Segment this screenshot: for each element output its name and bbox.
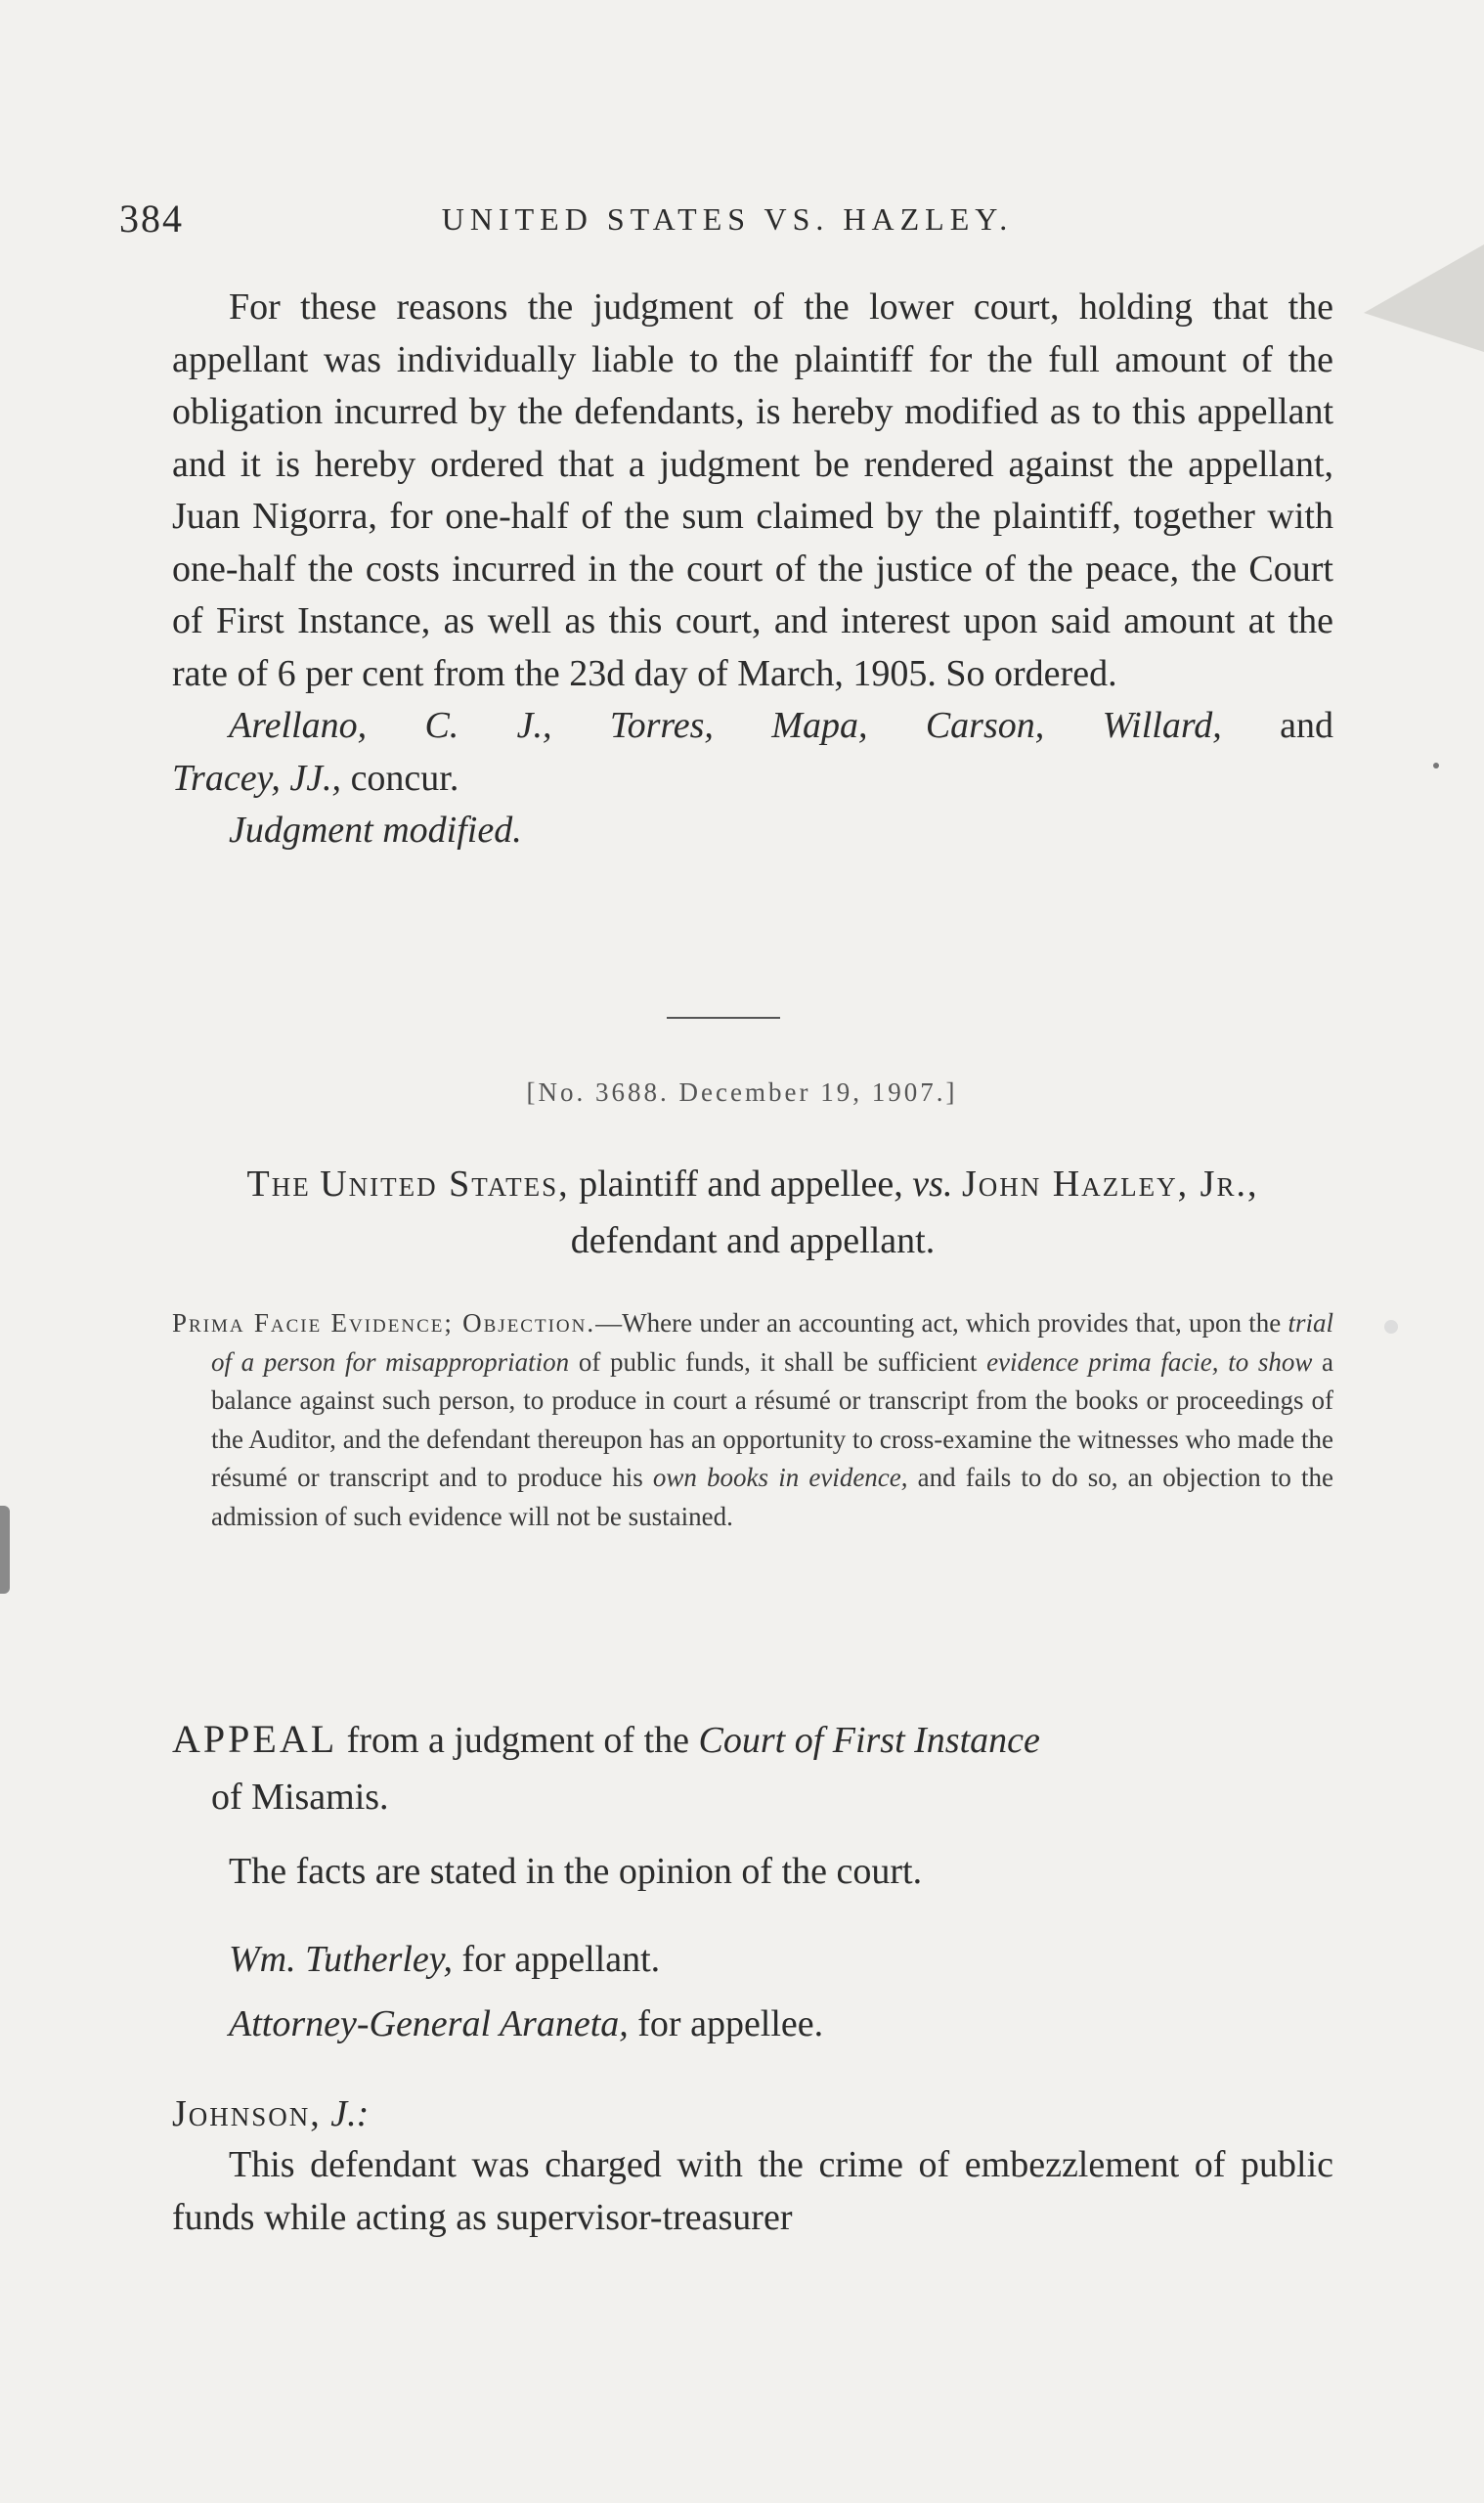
syllabus-text-3: of public funds, it shall be sufficient: [578, 1346, 978, 1377]
counsel-appellant: [229, 1938, 660, 1981]
appeal-statement: [172, 1711, 1333, 1825]
concur-names: Arellano, C. J., Torres, Mapa, Carson, Willard,: [229, 705, 1222, 746]
counsel-appellee: [229, 2002, 823, 2045]
title-vs: vs.: [912, 1164, 953, 1205]
appellant-counsel-name: Wm. Tutherley,: [229, 1939, 454, 1980]
running-head: [119, 196, 1335, 244]
opinion-opening-text: This defendant was charged with the crime of embezzlement of public funds while acting as supervisor-treasurer: [172, 2144, 1333, 2238]
closing-paragraph: For these reasons the judgment of the lower court, holding that the appellant was individually liable to the plaintiff for the full amount of the obligation incurred by the defendants, is hereby modified as to this appellant and it is hereby ordered that a judgment be rendered against the appellant, Juan Nigorra, for one-half of the sum claimed by the plaintiff, together with one-half the costs incurred in the court of the justice of the peace, the Court of First Instance, as well as this court, and interest upon said amount at the rate of 6 per cent from the 23d day of March, 1905. So ordered.: [172, 286, 1333, 694]
title-the: The: [246, 1164, 311, 1205]
appeal-lead: APPEAL: [172, 1717, 338, 1761]
syllabus-text-1: —Where under an accounting act, which provides that, upon the: [595, 1308, 1282, 1338]
syllabus-text-6: own books in evidence,: [652, 1463, 908, 1492]
judge-suffix: J.:: [330, 2093, 370, 2134]
appellant-counsel-role: for appellant.: [461, 1939, 661, 1980]
appeal-text-1: from a judgment of the: [346, 1720, 689, 1761]
appeal-text-2: of Misamis.: [211, 1777, 389, 1818]
opinion-author: [172, 2092, 369, 2135]
syllabus: [172, 1304, 1333, 1536]
concurrence-cont: [172, 753, 1333, 806]
appellee-counsel-name: Attorney-General Araneta,: [229, 2003, 629, 2044]
prior-opinion: [172, 282, 1333, 857]
judge-name: Johnson,: [172, 2093, 322, 2134]
concur-word: concur.: [350, 757, 459, 799]
syllabus-text-5: a balance against such person, to produce in court a résumé or transcript from the books or proceedings of the Auditor, and the defendant thereupon has an opportunity to cross-examine the witnesses who made the résumé or transcript and to produce his: [211, 1346, 1333, 1492]
syllabus-heading: Prima Facie Evidence; Objection.: [172, 1308, 596, 1338]
syllabus-text-4: evidence prima facie, to show: [986, 1346, 1313, 1377]
title-united-states: United States,: [320, 1164, 570, 1205]
page-number: 384: [119, 197, 184, 241]
syllabus-text-7: and fails to do so, an objection to the admission of such evidence will not be sustained.: [211, 1463, 1334, 1531]
concur-names-2: Tracey, JJ.,: [172, 757, 342, 799]
section-divider: [667, 1017, 780, 1019]
speck: [1433, 763, 1439, 768]
case-title: [172, 1156, 1333, 1269]
opinion-opening: [172, 2139, 1333, 2244]
concurrence: [172, 700, 1333, 753]
concur-and: and: [1280, 705, 1334, 746]
title-defendant-name: John Hazley, Jr.,: [961, 1164, 1259, 1205]
facts-statement: The facts are stated in the opinion of the court.: [229, 1851, 923, 1892]
faint-spot: [1384, 1320, 1398, 1334]
page-corner-shadow: [1364, 244, 1484, 352]
title-plaintiff: plaintiff and appellee,: [579, 1164, 903, 1205]
title-defendant-role: defendant and appellant.: [570, 1220, 936, 1261]
appellee-counsel-role: for appellee.: [637, 2003, 824, 2044]
binding-mark: [0, 1506, 10, 1594]
running-title: UNITED STATES VS. HAZLEY.: [441, 201, 1014, 237]
syllabus-body: [172, 1304, 1333, 1536]
appeal-court: Court of First Instance: [698, 1720, 1040, 1761]
case-number-date: [No. 3688. December 19, 1907.]: [526, 1077, 958, 1107]
disposition: Judgment modified.: [229, 810, 522, 851]
syllabus-text-2: trial of a person for misappropriation: [211, 1308, 1334, 1377]
